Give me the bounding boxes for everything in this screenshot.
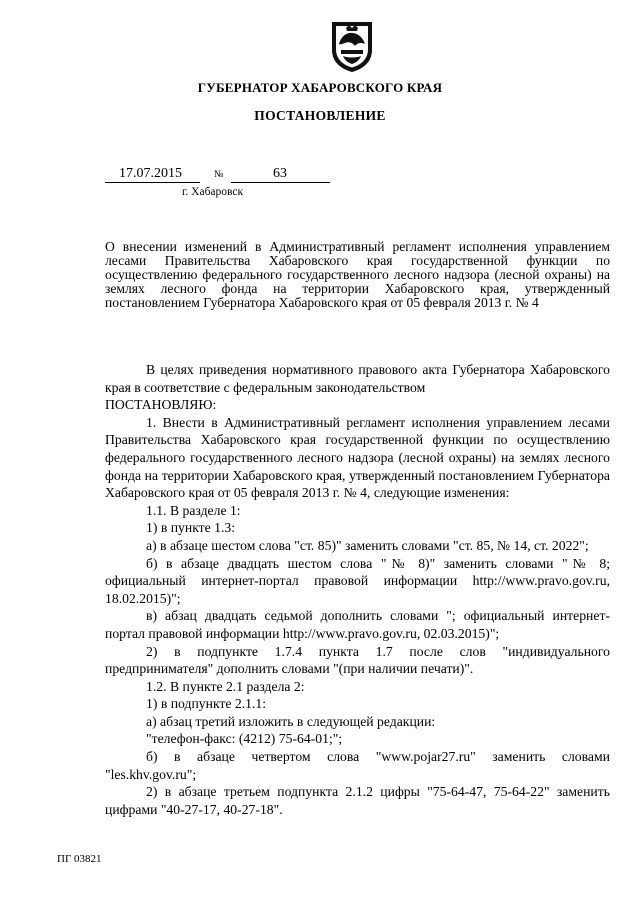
document-type-heading: ПОСТАНОВЛЕНИЕ <box>254 108 386 123</box>
footer-code: ПГ 03821 <box>57 853 102 865</box>
body-paragraph: 1.2. В пункте 2.1 раздела 2: <box>146 678 305 694</box>
document-city: г. Хабаровск <box>182 186 244 198</box>
org-title: ГУБЕРНАТОР ХАБАРОВСКОГО КРАЯ <box>197 80 443 95</box>
body-paragraph: а) в абзаце шестом слова "ст. 85)" заменить словами "ст. 85, № 14, ст. 2022"; <box>146 537 589 553</box>
body-paragraph: в) абзац двадцать седьмой дополнить словами "; официальный интернет-портал правовой информации http://www.pravo.gov.ru, 02.03.2015)"; <box>105 608 610 641</box>
intro-paragraph: В целях приведения нормативного правового акта Губернатора Хабаровского края в соответствие с федеральным законодательством <box>105 362 610 395</box>
body-paragraph: "телефон-факс: (4212) 75-64-01;"; <box>146 731 343 747</box>
body-paragraph: 1) в подпункте 2.1.1: <box>146 696 267 712</box>
date-underline <box>105 182 200 183</box>
coat-of-arms-emblem <box>327 16 377 74</box>
decree-word: ПОСТАНОВЛЯЮ: <box>105 397 217 413</box>
body-paragraph: 1.1. В разделе 1: <box>146 502 241 518</box>
body-paragraph: а) абзац третий изложить в следующей редакции: <box>146 713 436 729</box>
number-underline <box>231 182 330 183</box>
registration-line <box>105 166 330 183</box>
body-paragraph: б) в абзаце четвертом слова "www.pojar27.ru" заменить словами "les.khv.gov.ru"; <box>105 749 610 782</box>
document-body <box>105 361 610 818</box>
body-paragraph: б) в абзаце двадцать шестом слова "№ 8)" заменить словами "№ 8; официальный интернет-портал правовой информации http://www.pravo.gov.ru, 18.02.2015)"; <box>105 555 610 606</box>
document-subject: О внесении изменений в Административный регламент исполнения управлением лесами Правительства Хабаровского края государственной функции по осуществлению федерального государственного лесного надзора (лесной охраны) на землях лесного фонда на территории Хабаровского края, утвержденный постановлением Губернатора Хабаровского края от 05 февраля 2013 г. № 4 <box>105 239 610 310</box>
number-sign: № <box>214 169 224 180</box>
document-number: 63 <box>273 166 287 181</box>
body-paragraph: 2) в абзаце третьем подпункта 2.1.2 цифры "75-64-47, 75-64-22" заменить цифрами "40-27-17, 40-27-18". <box>105 784 610 817</box>
body-paragraph: 2) в подпункте 1.7.4 пункта 1.7 после слов "индивидуального предпринимателя" дополнить словами "(при наличии печати)". <box>105 643 610 677</box>
document-date: 17.07.2015 <box>119 166 182 181</box>
body-paragraph: 1. Внести в Административный регламент исполнения управлением лесами Правительства Хабаровского края государственной функции по осуществлению федерального государственного лесного надзора (лесной охраны) на землях лесного фонда на территории Хабаровского края, утвержденный постановлением Губернатора Хабаровского края от 05 февраля 2013 г. № 4, следующие изменения: <box>105 414 610 501</box>
body-paragraph: 1) в пункте 1.3: <box>146 520 236 536</box>
